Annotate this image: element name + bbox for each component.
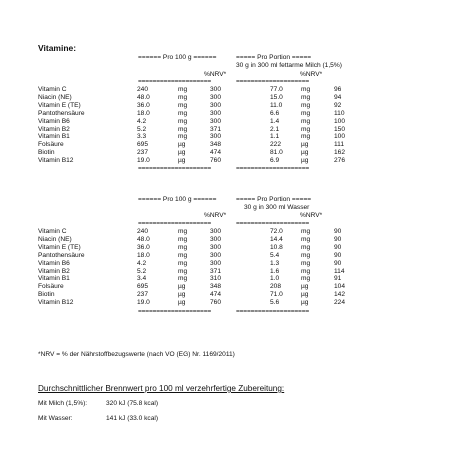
per100-unit: mg: [178, 251, 188, 259]
per100-unit: mg: [178, 101, 188, 109]
brennwert-title: Durchschnittlicher Brennwert pro 100 ml verzehrfertige Zubereitung:: [38, 384, 285, 393]
portion-nrv: 100: [334, 117, 346, 125]
table-row: [38, 141, 364, 149]
per100-value: 18.0: [137, 251, 150, 259]
portion-unit: µg: [301, 291, 309, 299]
per100-nrv: 300: [210, 133, 222, 141]
nutrient-name: Vitamin B6: [38, 117, 70, 125]
portion-unit: mg: [301, 259, 311, 267]
portion-nrv: 224: [334, 299, 346, 307]
per100-unit: mg: [178, 117, 188, 125]
table1-rule-top-right: ====================: [236, 78, 310, 85]
per100-nrv: 300: [210, 101, 222, 109]
per100-value: 240: [137, 86, 149, 93]
table2-nrv-label-1: %NRV*: [204, 212, 227, 219]
table-row: [38, 102, 364, 110]
per100-nrv: 371: [210, 125, 222, 133]
portion-nrv: 90: [334, 235, 342, 243]
table2-nrv-label-2: %NRV*: [300, 212, 323, 219]
per100-unit: mg: [178, 125, 188, 133]
per100-nrv: 760: [210, 157, 222, 165]
table-row: [38, 291, 364, 299]
per100-value: 48.0: [137, 235, 150, 243]
table1-rule-bottom-left: ====================: [138, 165, 212, 172]
table-row: [38, 228, 364, 236]
portion-nrv: 276: [334, 157, 346, 165]
nutrient-name: Pantothensäure: [38, 251, 85, 259]
per100-nrv: 300: [210, 259, 222, 267]
per100-unit: µg: [178, 157, 186, 165]
per100-value: 237: [137, 149, 149, 157]
portion-unit: mg: [301, 125, 311, 133]
portion-nrv: 90: [334, 251, 342, 259]
per100-nrv: 310: [210, 275, 222, 283]
table-row: [38, 260, 364, 268]
portion-unit: mg: [301, 228, 311, 235]
per100-unit: mg: [178, 267, 188, 275]
per100-value: 48.0: [137, 93, 150, 101]
portion-unit: mg: [301, 109, 311, 117]
portion-value: 10.8: [270, 243, 283, 251]
per100-nrv: 300: [210, 251, 222, 259]
per100-unit: µg: [178, 283, 186, 291]
portion-value: 208: [270, 283, 282, 291]
portion-unit: mg: [301, 235, 311, 243]
portion-value: 5.6: [270, 299, 280, 307]
per100-nrv: 300: [210, 243, 222, 251]
per100-unit: mg: [178, 275, 188, 283]
portion-value: 72.0: [270, 228, 283, 235]
nutrient-name: Vitamin B2: [38, 267, 70, 275]
table2-header-portion-sub: 30 g in 300 ml Wasser: [244, 204, 310, 211]
per100-unit: mg: [178, 243, 188, 251]
per100-value: 695: [137, 141, 149, 149]
table1-header-per100: ====== Pro 100 g ======: [138, 54, 217, 61]
portion-unit: mg: [301, 275, 311, 283]
table-row: [38, 244, 364, 252]
table1-rule-top-left: ====================: [138, 78, 212, 85]
nutrient-name: Folsäure: [38, 141, 64, 149]
portion-unit: mg: [301, 86, 311, 93]
table-row: [38, 252, 364, 260]
table-row: [38, 268, 364, 276]
portion-nrv: 96: [334, 86, 342, 93]
per100-nrv: 300: [210, 109, 222, 117]
nutrient-name: Biotin: [38, 291, 55, 299]
table-row: [38, 118, 364, 126]
portion-unit: mg: [301, 251, 311, 259]
per100-unit: mg: [178, 228, 188, 235]
per100-unit: µg: [178, 299, 186, 307]
vitamin-table-milk: [38, 86, 364, 165]
table-row: [38, 94, 364, 102]
table1-header-portion-sub: 30 g in 300 ml fettarme Milch (1,5%): [236, 62, 342, 69]
portion-unit: mg: [301, 117, 311, 125]
portion-value: 222: [270, 141, 282, 149]
portion-nrv: 90: [334, 228, 342, 235]
portion-value: 14.4: [270, 235, 283, 243]
brennwert-label-water: Mit Wasser:: [38, 415, 73, 422]
per100-nrv: 474: [210, 149, 222, 157]
portion-value: 1.4: [270, 117, 280, 125]
nutrient-name: Vitamin C: [38, 86, 67, 93]
table1-rule-bottom-right: ====================: [236, 165, 310, 172]
table2-header-per100: ====== Pro 100 g ======: [138, 196, 217, 203]
table-row: [38, 126, 364, 134]
nutrient-name: Folsäure: [38, 283, 64, 291]
portion-unit: µg: [301, 283, 309, 291]
footnote: *NRV = % der Nährstoffbezugswerte (nach VO (EG) Nr. 1169/2011): [38, 351, 235, 358]
portion-value: 1.3: [270, 259, 280, 267]
portion-nrv: 111: [334, 141, 345, 149]
per100-value: 19.0: [137, 299, 150, 307]
per100-unit: µg: [178, 149, 186, 157]
nutrient-name: Vitamin B6: [38, 259, 70, 267]
per100-unit: mg: [178, 133, 188, 141]
portion-unit: µg: [301, 141, 309, 149]
portion-unit: µg: [301, 299, 309, 307]
per100-nrv: 371: [210, 267, 222, 275]
table2-rule-bottom-right: ====================: [236, 308, 310, 315]
table2-header-portion: ===== Pro Portion =====: [236, 196, 312, 203]
per100-value: 5.2: [137, 267, 147, 275]
portion-value: 1.0: [270, 275, 280, 283]
portion-nrv: 114: [334, 267, 345, 275]
per100-nrv: 348: [210, 283, 222, 291]
per100-value: 18.0: [137, 109, 150, 117]
table-row: [38, 86, 364, 94]
table2-rule-top-left: ====================: [138, 220, 212, 227]
per100-value: 4.2: [137, 117, 147, 125]
portion-unit: µg: [301, 157, 309, 165]
per100-unit: mg: [178, 86, 188, 93]
portion-unit: mg: [301, 267, 311, 275]
nutrient-name: Pantothensäure: [38, 109, 85, 117]
per100-value: 36.0: [137, 101, 150, 109]
portion-value: 6.9: [270, 157, 280, 165]
per100-value: 240: [137, 228, 149, 235]
portion-value: 11.0: [270, 101, 283, 109]
portion-value: 77.0: [270, 86, 283, 93]
portion-unit: mg: [301, 133, 311, 141]
nutrient-name: Vitamin B12: [38, 157, 74, 165]
per100-value: 237: [137, 291, 149, 299]
brennwert-label-milk: Mit Milch (1,5%):: [38, 400, 88, 407]
portion-nrv: 104: [334, 283, 346, 291]
portion-nrv: 162: [334, 149, 346, 157]
portion-nrv: 91: [334, 275, 342, 283]
table2-rule-top-right: ====================: [236, 220, 310, 227]
table-row: [38, 283, 364, 291]
table1-nrv-label-2: %NRV*: [300, 71, 323, 78]
per100-unit: µg: [178, 141, 186, 149]
per100-unit: mg: [178, 259, 188, 267]
portion-value: 1.1: [270, 133, 280, 141]
brennwert-value-milk: 320 kJ (75.8 kcal): [106, 400, 159, 407]
nutrient-name: Niacin (NE): [38, 93, 72, 101]
portion-value: 6.6: [270, 109, 280, 117]
per100-nrv: 300: [210, 228, 222, 235]
nutrient-name: Vitamin B1: [38, 275, 70, 283]
per100-value: 695: [137, 283, 149, 291]
per100-nrv: 300: [210, 235, 222, 243]
portion-unit: µg: [301, 149, 309, 157]
per100-value: 3.4: [137, 275, 147, 283]
portion-value: 15.0: [270, 93, 283, 101]
per100-unit: mg: [178, 109, 188, 117]
portion-nrv: 100: [334, 133, 346, 141]
table-row: [38, 110, 364, 118]
portion-value: 81.0: [270, 149, 283, 157]
table1-nrv-label-1: %NRV*: [204, 71, 227, 78]
portion-value: 5.4: [270, 251, 280, 259]
portion-nrv: 142: [334, 291, 346, 299]
per100-nrv: 300: [210, 117, 222, 125]
per100-value: 5.2: [137, 125, 147, 133]
table1-header-portion: ===== Pro Portion =====: [236, 54, 312, 61]
nutrient-name: Niacin (NE): [38, 235, 72, 243]
per100-nrv: 760: [210, 299, 222, 307]
per100-value: 19.0: [137, 157, 150, 165]
per100-nrv: 300: [210, 86, 222, 93]
table-row: [38, 133, 364, 141]
nutrient-name: Vitamin E (TE): [38, 101, 81, 109]
portion-nrv: 90: [334, 259, 342, 267]
per100-nrv: 474: [210, 291, 222, 299]
nutrient-name: Vitamin C: [38, 228, 67, 235]
table-row: [38, 275, 364, 283]
portion-nrv: 150: [334, 125, 346, 133]
nutrient-name: Vitamin B1: [38, 133, 70, 141]
portion-value: 71.0: [270, 291, 283, 299]
table-row: [38, 299, 364, 307]
portion-unit: mg: [301, 243, 311, 251]
per100-nrv: 300: [210, 93, 222, 101]
per100-unit: mg: [178, 93, 188, 101]
nutrient-name: Vitamin B12: [38, 299, 74, 307]
per100-value: 36.0: [137, 243, 150, 251]
portion-nrv: 92: [334, 101, 342, 109]
portion-nrv: 94: [334, 93, 342, 101]
portion-nrv: 110: [334, 109, 345, 117]
per100-value: 3.3: [137, 133, 147, 141]
table-row: [38, 149, 364, 157]
brennwert-value-water: 141 kJ (33.0 kcal): [106, 415, 159, 422]
per100-unit: µg: [178, 291, 186, 299]
portion-value: 1.6: [270, 267, 280, 275]
per100-value: 4.2: [137, 259, 147, 267]
portion-value: 2.1: [270, 125, 280, 133]
table-row: [38, 157, 364, 165]
portion-unit: mg: [301, 101, 311, 109]
section-title: Vitamine:: [38, 43, 77, 53]
nutrient-name: Biotin: [38, 149, 55, 157]
vitamin-table-water: [38, 228, 364, 307]
portion-unit: mg: [301, 93, 311, 101]
table-row: [38, 236, 364, 244]
portion-nrv: 90: [334, 243, 342, 251]
per100-nrv: 348: [210, 141, 222, 149]
table2-rule-bottom-left: ====================: [138, 308, 212, 315]
nutrient-name: Vitamin B2: [38, 125, 70, 133]
per100-unit: mg: [178, 235, 188, 243]
nutrient-name: Vitamin E (TE): [38, 243, 81, 251]
